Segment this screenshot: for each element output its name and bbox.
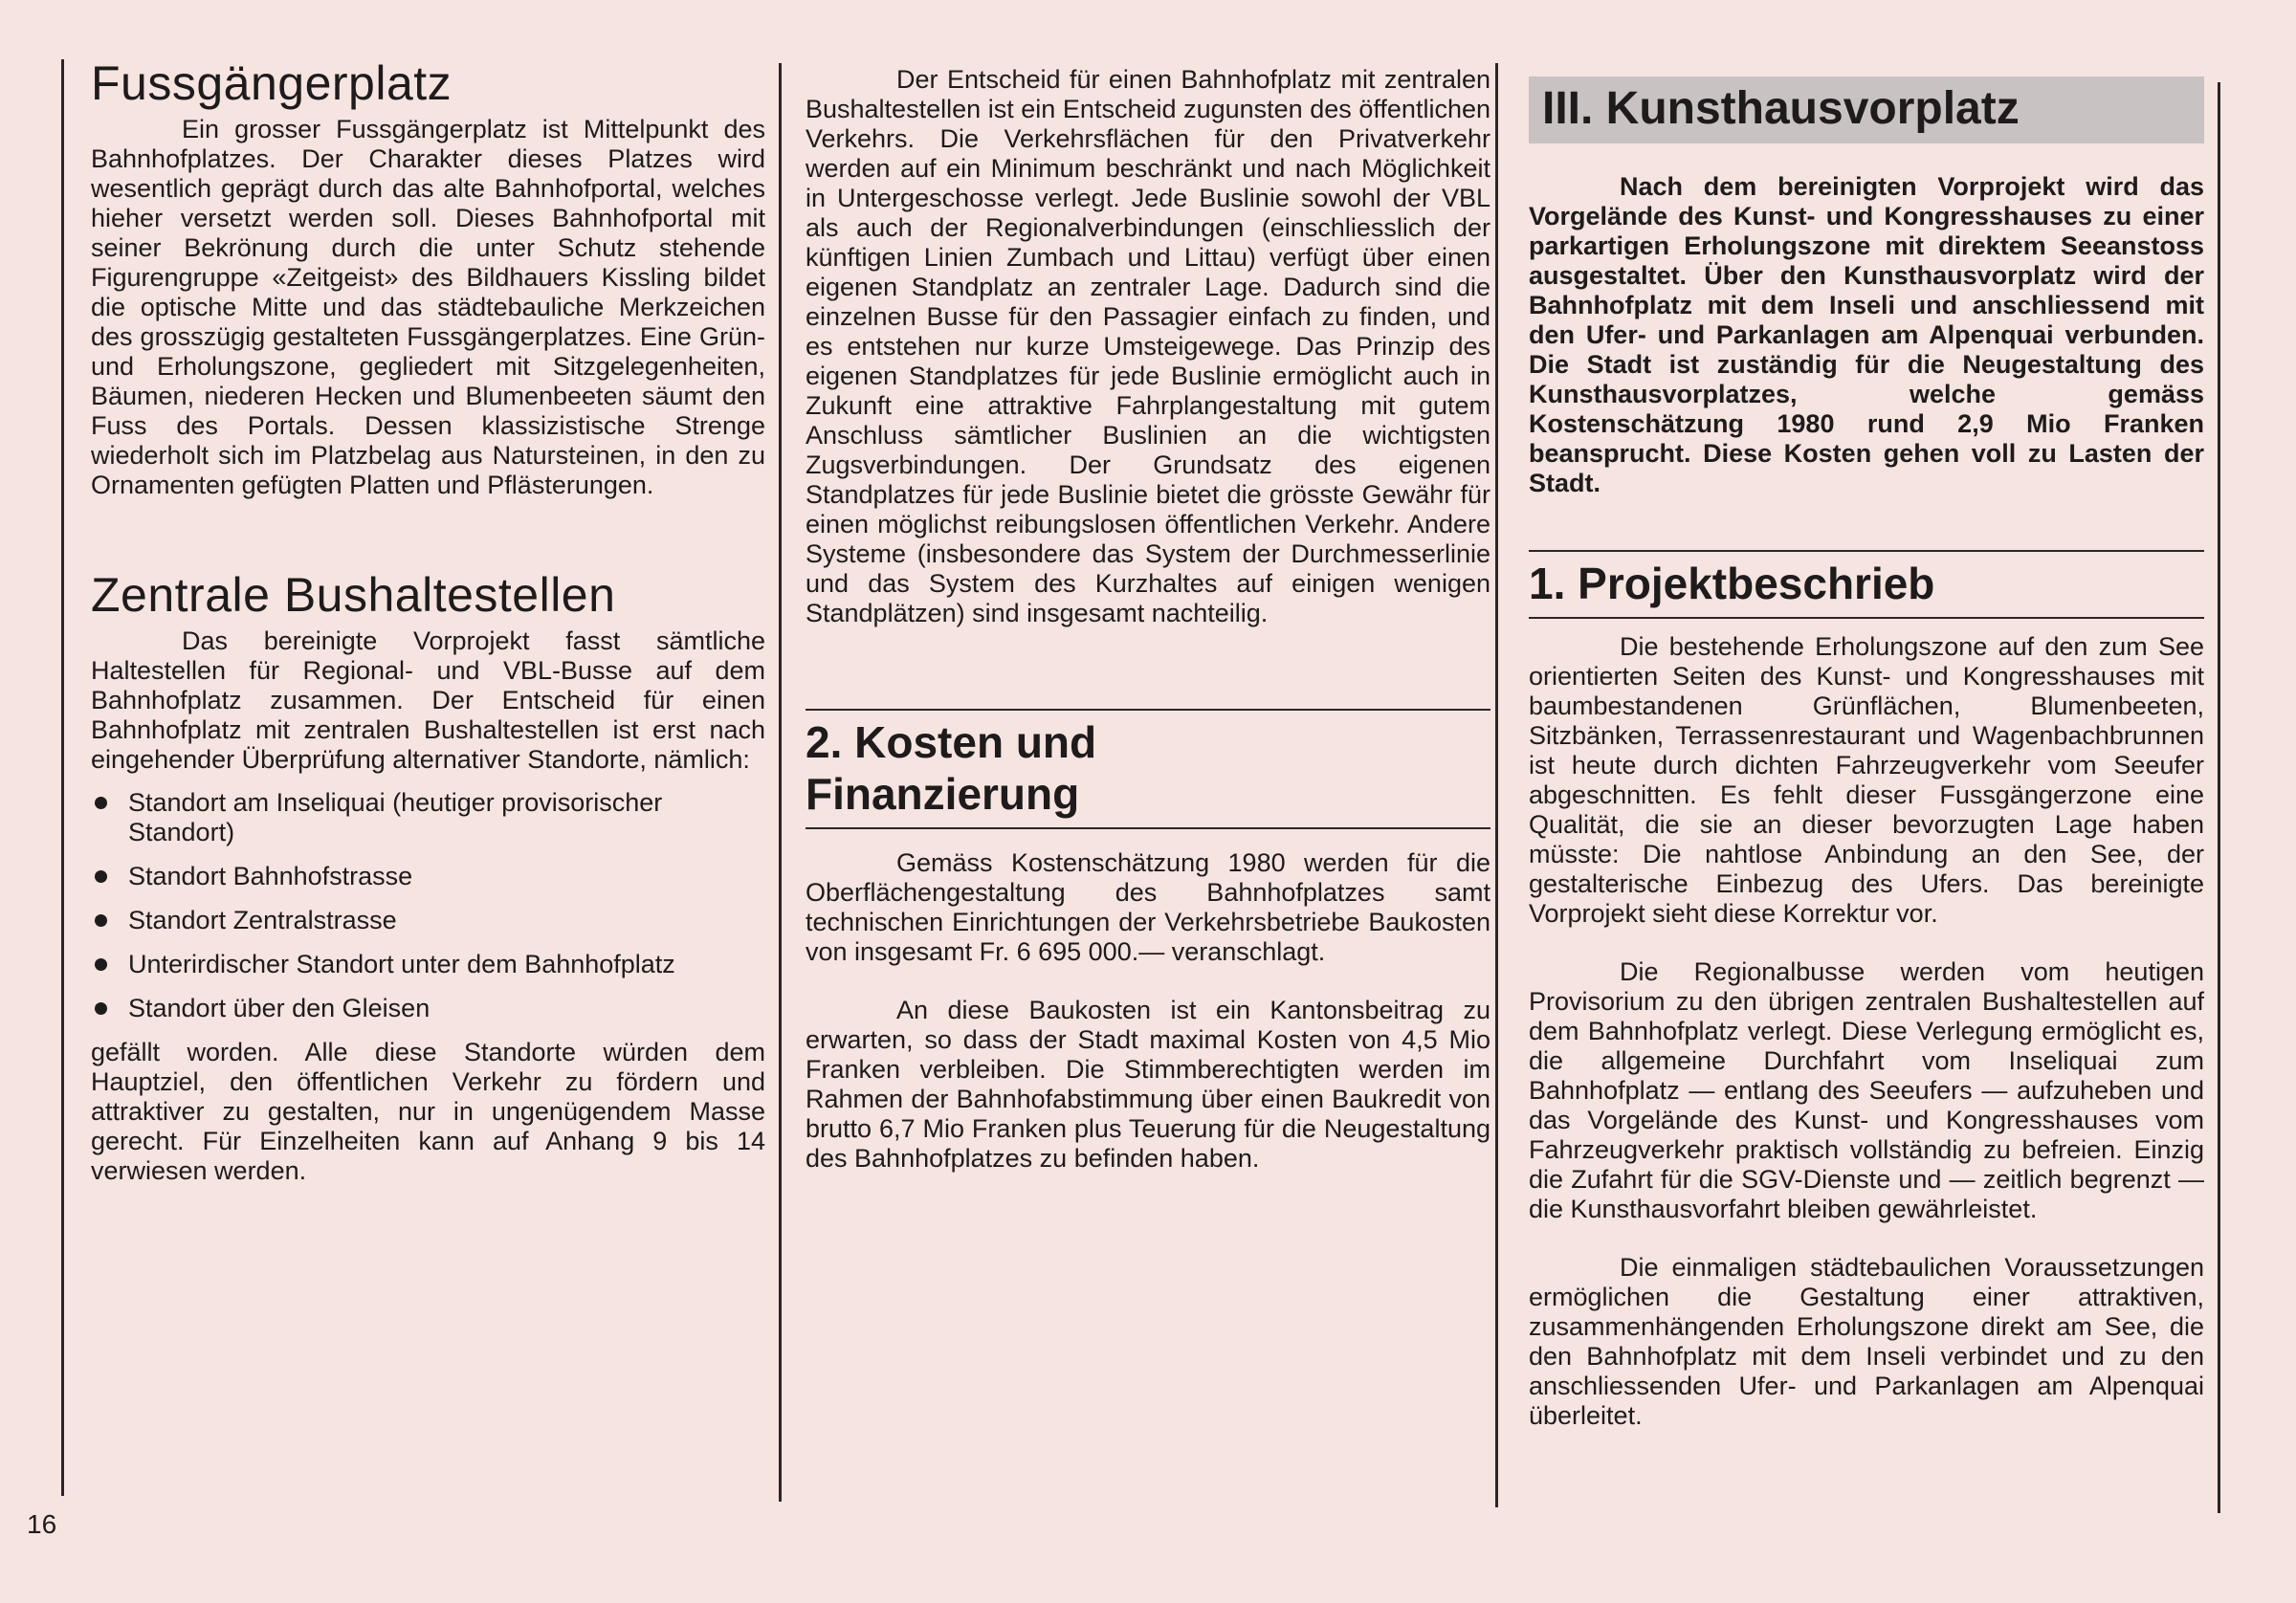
bullet-icon	[95, 914, 107, 927]
heading-kunsthausvorplatz: III. Kunsthausvorplatz	[1529, 77, 2204, 143]
list-item: Standort Bahnhofstrasse	[91, 862, 765, 891]
paragraph-erholungszone: Die bestehende Erholungszone auf den zum See orientierten Seiten des Kunst- und Kongresshauses mit baumbestandenen Grünflächen, Blumenbeeten, Sitzbänken, Terrassenrestaurant und Wagenbachbrunnen ist heute durch dichten Fahrzeugverkehr vom Seeufer abgeschnitten. Es fehlt dieser Fussgängerzone eine Qualität, die sie an dieser bevorzugten Lage haben müsste: Die nahtlose Anbindung an den See, der gestalterische Einbezug des Ufers. Das bereinigte Vorprojekt sieht diese Korrektur vor.	[1529, 632, 2204, 928]
list-item: Unterirdischer Standort unter dem Bahnhofplatz	[91, 950, 765, 979]
standort-list	[91, 788, 765, 1023]
heading-kosten-finanzierung: 2. Kosten und Finanzierung	[806, 709, 1490, 829]
paragraph-voraussetzungen: Die einmaligen städtebaulichen Voraussetzungen ermöglichen die Gestaltung einer attraktiven, zusammenhängenden Erholungszone direkt am See, die den Bahnhofplatz mit dem Inseli verbindet und zu den anschliessenden Ufer- und Parkanlagen am Alpenquai überleitet.	[1529, 1253, 2204, 1430]
bullet-icon	[95, 797, 107, 809]
column-rule-right	[2218, 82, 2220, 1513]
list-item: Standort über den Gleisen	[91, 994, 765, 1023]
paragraph-fussgaengerplatz: Ein grosser Fussgängerplatz ist Mittelpunkt des Bahnhofplatzes. Der Charakter dieses Platzes wird wesentlich geprägt durch das alte Bahnhofportal, welches hieher versetzt werden soll. Dieses Bahnhofportal mit seiner Bekrönung durch die unter Schutz stehende Figurengruppe «Zeitgeist» des Bildhauers Kissling bildet die optische Mitte und das städtebauliche Merkzeichen des grosszügig gestalteten Fussgängerplatzes. Eine Grün- und Erholungszone, gegliedert mit Sitzgelegenheiten, Bäumen, niederen Hecken und Blumenbeeten säumt den Fuss des Portals. Dessen klassizistische Strenge wiederholt sich im Platzbelag aus Natursteinen, in den zu Ornamenten gefügten Platten und Pflästerungen.	[91, 115, 765, 499]
paragraph-bushaltestellen-intro: Das bereinigte Vorprojekt fasst sämtliche Haltestellen für Regional- und VBL-Busse auf dem Bahnhofplatz zusammen. Der Entscheid für einen Bahnhofplatz mit zentralen Bushaltestellen ist erst nach eingehender Überprüfung alternativer Standorte, nämlich:	[91, 626, 765, 774]
column-rule-middle-2	[1495, 63, 1498, 1507]
column-3	[1529, 77, 2204, 1431]
column-1	[91, 55, 765, 1186]
page-number: 16	[27, 1509, 57, 1539]
heading-zentrale-bushaltestellen: Zentrale Bushaltestellen	[91, 568, 616, 622]
heading-projektbeschrieb: 1. Projektbeschrieb	[1529, 550, 2204, 619]
heading-fussgaengerplatz: Fussgängerplatz	[91, 56, 453, 110]
column-rule-left	[61, 59, 64, 1496]
list-item: Standort am Inseliquai (heutiger provisorischer Standort)	[91, 788, 765, 847]
column-rule-middle-1	[779, 63, 782, 1502]
column-2	[806, 65, 1490, 1174]
paragraph-kostenschaetzung: Gemäss Kostenschätzung 1980 werden für die Oberflächengestaltung des Bahnhofplatzes samt technischen Einrichtungen der Verkehrsbetriebe Baukosten von insgesamt Fr. 6 695 000.— veranschlagt.	[806, 848, 1490, 966]
paragraph-kantonsbeitrag: An diese Baukosten ist ein Kantonsbeitrag zu erwarten, so dass der Stadt maximal Kosten von 4,5 Mio Franken verbleiben. Die Stimmberechtigten werden im Rahmen der Bahnhofabstimmung über einen Baukredit von brutto 6,7 Mio Franken plus Teuerung für die Neugestaltung des Bahnhofplatzes zu befinden haben.	[806, 996, 1490, 1173]
bullet-icon	[95, 870, 107, 883]
bullet-icon	[95, 958, 107, 971]
paragraph-entscheid: Der Entscheid für einen Bahnhofplatz mit zentralen Bushaltestellen ist ein Entscheid zugunsten des öffentlichen Verkehrs. Die Verkehrsflächen für den Privatverkehr werden auf ein Minimum beschränkt und nach Möglichkeit in Untergeschosse verlegt. Jede Buslinie sowohl der VBL als auch der Regionalverbindungen (einschliesslich der künftigen Linien Zumbach und Littau) verfügt über einen eigenen Standplatz an zentraler Lage. Dadurch sind die einzelnen Busse für den Passagier einfach zu finden, und es entstehen nur kurze Umsteigewege. Das Prinzip des eigenen Standplatzes für jede Buslinie ermöglicht auch in Zukunft eine attraktive Fahrplangestaltung mit gutem Anschluss sämtlicher Buslinien an die wichtigsten Zugsverbindungen. Der Grundsatz des eigenen Standplatzes für jede Buslinie bietet die grösste Gewähr für einen möglichst reibungslosen öffentlichen Verkehr. Andere Systeme (insbesondere das System der Durchmesserlinie und das System des Kurzhaltes auf einigen wenigen Standplätzen) sind insgesamt nachteilig.	[806, 65, 1490, 627]
paragraph-kunsthausvorplatz-intro: Nach dem bereinigten Vorprojekt wird das Vorgelände des Kunst- und Kongresshauses zu einer parkartigen Erholungszone mit direktem Seeanstoss ausgestaltet. Über den Kunsthausvorplatz wird der Bahnhofplatz mit dem Inseli und anschliessend mit den Ufer- und Parkanlagen am Alpenquai verbunden. Die Stadt ist zuständig für die Neugestaltung des Kunsthausvorplatzes, welche gemäss Kostenschätzung 1980 rund 2,9 Mio Franken beansprucht. Diese Kosten gehen voll zu Lasten der Stadt.	[1529, 172, 2204, 497]
paragraph-regionalbusse: Die Regionalbusse werden vom heutigen Provisorium zu den übrigen zentralen Bushaltestellen auf dem Bahnhofplatz verlegt. Diese Verlegung ermöglicht es, die allgemeine Durchfahrt vom Inseliquai zum Bahnhofplatz — entlang des Seeufers — aufzuheben und das Vorgelände des Kunst- und Kongresshauses vom Fahrzeugverkehr praktisch vollständig zu befreien. Einzig die Zufahrt für die SGV-Dienste und — zeitlich begrenzt — die Kunsthausvorfahrt bleiben gewährleistet.	[1529, 957, 2204, 1223]
bullet-icon	[95, 1002, 107, 1015]
list-item: Standort Zentralstrasse	[91, 906, 765, 935]
paragraph-bushaltestellen-conclusion: gefällt worden. Alle diese Standorte würden dem Hauptziel, den öffentlichen Verkehr zu fördern und attraktiver zu gestalten, nur in ungenügendem Masse gerecht. Für Einzelheiten kann auf Anhang 9 bis 14 verwiesen werden.	[91, 1038, 765, 1185]
